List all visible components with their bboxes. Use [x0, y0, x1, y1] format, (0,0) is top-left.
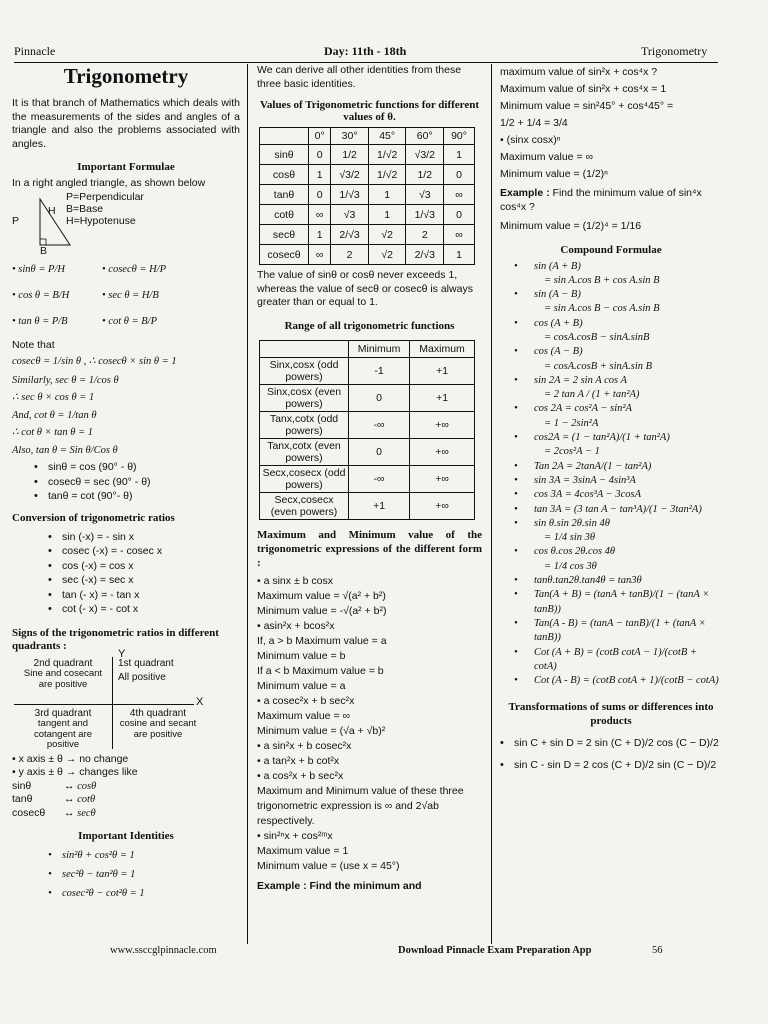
- compound-line: [500, 260, 722, 274]
- identity: • cosec²θ − cot²θ = 1: [62, 884, 240, 903]
- compound-formula: Cot (A - B) = (cotB cotA + 1)/(cotB − cotA): [534, 675, 719, 687]
- bullet: •: [514, 503, 518, 515]
- compound-line: [500, 503, 722, 517]
- compound-line: [500, 588, 722, 617]
- compound-line: [500, 545, 722, 559]
- quadrant-1: [118, 659, 198, 684]
- table-cell: √2: [368, 225, 406, 245]
- compound-line: [500, 531, 722, 545]
- note-line: Similarly, sec θ = 1/cos θ: [12, 375, 119, 386]
- table-cell: +∞: [410, 438, 475, 465]
- compound-line: [500, 474, 722, 488]
- table-cell: √2: [368, 245, 406, 265]
- maxmin-line: • a cos²x + b sec²x: [257, 769, 344, 782]
- compound-formula: cos (A + B): [534, 317, 583, 329]
- compound-line: [500, 417, 722, 431]
- formula-cosec: • cosecθ = H/P: [102, 263, 167, 275]
- compound-line: [500, 445, 722, 459]
- bullet: •: [514, 517, 518, 529]
- note-line: cosecθ = 1/sin θ , ∴ cosecθ × sin θ = 1: [12, 356, 177, 367]
- table-header-cell: 30°: [331, 128, 369, 145]
- compound-line: [500, 488, 722, 502]
- axis-change-y: • y axis ± θ → changes like: [12, 766, 138, 778]
- table-cell: cosecθ: [260, 245, 309, 265]
- table-cell: 1/√3: [331, 185, 369, 205]
- table-cell: √3/2: [331, 165, 369, 185]
- maxmin-line: If a < b Maximum value = b: [257, 664, 384, 677]
- swap-from: cosecθ: [12, 806, 46, 819]
- maxmin-line: Minimum value = a: [257, 679, 346, 692]
- table-cell: secθ: [260, 225, 309, 245]
- quadrant-chart: [12, 647, 240, 753]
- example-text: Example : Find the minimum and: [257, 879, 422, 892]
- compound-formula: = sin A.cos B − cos A.sin B: [544, 303, 660, 315]
- table-row: [260, 465, 475, 492]
- maxmin-lines: [257, 574, 482, 874]
- table-cell: 2: [406, 225, 444, 245]
- table-cell: Sinx,cosx (even powers): [260, 384, 349, 411]
- table-cell: 1/√2: [368, 165, 406, 185]
- compound-formula: = 2cos²A − 1: [544, 446, 600, 458]
- table-cell: +∞: [410, 465, 475, 492]
- quadrant-2: [22, 659, 104, 691]
- top-line: 1/2 + 1/4 = 3/4: [500, 117, 568, 129]
- list-item: • sinθ = cos (90° - θ): [48, 460, 240, 475]
- x-axis-label: X: [196, 695, 204, 708]
- legend-perpendicular: P=Perpendicular: [66, 190, 144, 203]
- footer-app-text: Download Pinnacle Exam Preparation App: [398, 945, 592, 956]
- top-line: Minimum value = (1/2)ⁿ: [500, 168, 608, 180]
- maxmin-line: • a tan²x + b cot²x: [257, 754, 340, 767]
- swap-to: ↔ cotθ: [64, 794, 96, 805]
- table-cell: 0: [309, 185, 331, 205]
- compound-line: [500, 517, 722, 531]
- table-cell: 0: [349, 384, 410, 411]
- quadrant-4: [118, 709, 198, 741]
- header-rule: [14, 62, 718, 63]
- bullet: •: [514, 575, 518, 587]
- label-h: H: [48, 204, 56, 217]
- compound-formula: = 2 tan A / (1 + tan²A): [544, 389, 640, 401]
- compound-formula: tanθ.tan2θ.tan4θ = tan3θ: [534, 575, 642, 587]
- swap-to: ↔ cosθ: [64, 780, 97, 792]
- compound-line: [500, 302, 722, 316]
- maxmin-line: Maximum and Minimum value of these three trigonometric expression is ∞ and 2√ab respectively.: [257, 784, 464, 827]
- table-cell: 1/2: [331, 145, 369, 165]
- table-cell: 1: [309, 165, 331, 185]
- bullet: •: [514, 317, 518, 329]
- table-cell: 1/√2: [368, 145, 406, 165]
- table-cell: -∞: [349, 411, 410, 438]
- quadrant-3: [22, 709, 104, 751]
- table-header-cell: Maximum: [410, 340, 475, 357]
- page-title: Trigonometry: [63, 64, 189, 88]
- table-cell: 1: [309, 225, 331, 245]
- signs-heading: Signs of the trigonometric ratios in different quadrants :: [12, 626, 219, 652]
- maxmin-line: • a cosec²x + b sec²x: [257, 694, 355, 707]
- list-item: • cosecθ = sec (90° - θ): [48, 475, 240, 490]
- table-row: [260, 205, 475, 225]
- table-row: [260, 185, 475, 205]
- table-cell: √3: [331, 205, 369, 225]
- compound-formula: tan 3A = (3 tan A − tan³A)/(1 − 3tan²A): [534, 503, 702, 515]
- top-line: Maximum value = ∞: [500, 151, 593, 163]
- table-cell: cotθ: [260, 205, 309, 225]
- header-right: Trigonometry: [641, 44, 708, 58]
- column-divider-1: [247, 64, 248, 944]
- identity: • sec²θ − tan²θ = 1: [62, 865, 240, 884]
- list-item: • cos (-x) = cos x: [62, 559, 240, 574]
- top-lines: [500, 64, 722, 183]
- table-header-cell: [260, 128, 309, 145]
- note-line: ∴ cot θ × tan θ = 1: [12, 427, 94, 438]
- table-header-cell: 90°: [444, 128, 475, 145]
- swap-from: sinθ: [12, 779, 32, 792]
- values-table: [259, 127, 475, 265]
- maxmin-line: If, a > b Maximum value = a: [257, 634, 387, 647]
- table-cell: Secx,cosecx (odd powers): [260, 465, 349, 492]
- swap-to: ↔ secθ: [64, 807, 96, 819]
- bullet: •: [514, 617, 518, 629]
- example-question: Find the minimum value of sin⁴x cos⁴x ?: [500, 187, 702, 213]
- table-cell: +1: [410, 357, 475, 384]
- compound-line: [500, 331, 722, 345]
- triangle-text: In a right angled triangle, as shown below: [12, 177, 206, 189]
- table-cell: -1: [349, 357, 410, 384]
- complement-list: [12, 460, 240, 504]
- range-table: [259, 340, 475, 520]
- compound-formula: Tan 2A = 2tanA/(1 − tan²A): [534, 460, 652, 472]
- table-row: [260, 145, 475, 165]
- table-cell: +1: [349, 492, 410, 519]
- legend-base: B=Base: [66, 202, 104, 215]
- compound-formula: sin 3A = 3sinA − 4sin³A: [534, 474, 636, 486]
- maxmin-line: Maximum value = ∞: [257, 709, 350, 722]
- table-cell: ∞: [444, 225, 475, 245]
- note-line: ∴ sec θ × cos θ = 1: [12, 392, 95, 403]
- table-cell: 1: [444, 245, 475, 265]
- swap-table: [12, 780, 240, 821]
- list-item: • cosec (-x) = - cosec x: [62, 544, 240, 559]
- compound-formula: cos (A − B): [534, 346, 583, 358]
- compound-formula: sin θ.sin 2θ.sin 4θ: [534, 517, 610, 529]
- bullet: •: [514, 646, 518, 658]
- list-item: • sin (-x) = - sin x: [62, 530, 240, 545]
- table-cell: √3: [406, 185, 444, 205]
- table-cell: +1: [410, 384, 475, 411]
- formula-sin: • sinθ = P/H: [12, 263, 65, 275]
- top-line: Maximum value of sin²x + cos⁴x = 1: [500, 83, 667, 95]
- table-header-cell: 0°: [309, 128, 331, 145]
- compound-line: [500, 431, 722, 445]
- list-item: • cot (- x) = - cot x: [62, 602, 240, 617]
- intro-text: It is that branch of Mathematics which deals with the measurements of the sides and angles of a triangle and also the problems associated with angles.: [12, 97, 240, 150]
- quadrant-4-title: 4th quadrant: [129, 707, 187, 719]
- table-cell: 0: [309, 145, 331, 165]
- top-line: Minimum value = sin²45° + cos⁴45° =: [500, 100, 674, 112]
- table-cell: -∞: [349, 465, 410, 492]
- list-item: • tanθ = cot (90°- θ): [48, 489, 240, 504]
- important-formulae-heading: Important Formulae: [77, 161, 175, 173]
- example-answer: Minimum value = (1/2)⁴ = 1/16: [500, 220, 642, 232]
- label-b: B: [40, 244, 48, 257]
- table-cell: +∞: [410, 492, 475, 519]
- transform-item: • sin C - sin D = 2 cos (C + D)/2 sin (C − D)/2: [514, 754, 722, 776]
- table-row: [260, 411, 475, 438]
- table-header-cell: 45°: [368, 128, 406, 145]
- quadrant-2-title: 2nd quadrant: [33, 657, 93, 669]
- bullet: •: [514, 474, 518, 486]
- bullet: •: [514, 403, 518, 415]
- table-cell: ∞: [444, 185, 475, 205]
- table-cell: 1: [368, 185, 406, 205]
- table-row: [260, 492, 475, 519]
- formula-tan: • tan θ = P/B: [12, 315, 68, 327]
- transform-item: • sin C + sin D = 2 sin (C + D)/2 cos (C − D)/2: [514, 732, 722, 754]
- maxmin-line: Maximum value = √(a² + b²): [257, 589, 386, 602]
- compound-line: [500, 402, 722, 416]
- column-1: [12, 64, 240, 903]
- table-cell: 0: [349, 438, 410, 465]
- column-divider-2: [491, 64, 492, 944]
- derive-text: We can derive all other identities from these three basic identities.: [257, 64, 462, 90]
- compound-formula: cos 3A = 4cos³A − 3cosA: [534, 489, 642, 501]
- table-header-cell: Minimum: [349, 340, 410, 357]
- conversion-heading: Conversion of trigonometric ratios: [12, 511, 175, 524]
- formula-cot: • cot θ = B/P: [102, 315, 157, 327]
- compound-formula: = cosA.cosB − sinA.sinB: [544, 331, 650, 343]
- maxmin-heading: Maximum and Minimum value of the trigonometric expressions of the different form :: [257, 528, 482, 569]
- y-axis-label: Y: [118, 647, 126, 660]
- transform-heading: Transformations of sums or differences into products: [508, 701, 714, 728]
- transform-list: [500, 732, 722, 776]
- compound-line: [500, 360, 722, 374]
- compound-line: [500, 317, 722, 331]
- values-heading: Values of Trigonometric functions for different values of θ.: [259, 99, 480, 123]
- compound-line: [500, 617, 722, 646]
- bullet: •: [514, 432, 518, 444]
- axis-change-x: • x axis ± θ → no change: [12, 752, 129, 765]
- formula-cos: • cos θ = B/H: [12, 289, 70, 301]
- quadrant-1-title: 1st quadrant: [118, 657, 174, 669]
- table-row: [260, 384, 475, 411]
- compound-formula: = 1/4 cos 3θ: [544, 560, 597, 572]
- maxmin-line: • sin²ⁿx + cos²ᵐx: [257, 829, 333, 842]
- top-line: • (sinx cosx)ⁿ: [500, 134, 561, 146]
- table-cell: tanθ: [260, 185, 309, 205]
- quadrant-1-sign: All positive: [118, 672, 166, 683]
- compound-line: [500, 674, 722, 688]
- range-heading: Range of all trigonometric functions: [284, 319, 455, 332]
- bullet: •: [514, 489, 518, 501]
- top-line: maximum value of sin²x + cos⁴x ?: [500, 66, 658, 78]
- note-line: And, cot θ = 1/tan θ: [12, 410, 97, 421]
- bullet: •: [514, 260, 518, 272]
- compound-formula: sin (A − B): [534, 289, 581, 301]
- table-row: [260, 165, 475, 185]
- table-header-cell: [260, 340, 349, 357]
- compound-formula: Cot (A + B) = (cotB cotA − 1)/(cotB + cotA): [534, 646, 697, 672]
- list-item: • tan (- x) = - tan x: [62, 588, 240, 603]
- compound-formula: Tan(A - B) = (tanA − tanB)/(1 + (tanA × tanB)): [534, 617, 706, 644]
- bullet: •: [514, 589, 518, 601]
- compound-formula: Tan(A + B) = (tanA + tanB)/(1 − (tanA × tanB)): [534, 589, 710, 615]
- table-cell: ∞: [309, 245, 331, 265]
- y-axis: [112, 657, 113, 749]
- maxmin-line: • asin²x + bcos²x: [257, 619, 335, 632]
- column-3: [500, 64, 722, 776]
- maxmin-line: Maximum value = 1: [257, 844, 349, 857]
- table-cell: 2/√3: [406, 245, 444, 265]
- table-cell: Tanx,cotx (odd powers): [260, 411, 349, 438]
- label-p: P: [12, 214, 20, 227]
- compound-heading: Compound Formulae: [560, 243, 662, 256]
- table-header-cell: 60°: [406, 128, 444, 145]
- table-row: [260, 245, 475, 265]
- bullet: •: [514, 346, 518, 358]
- bullet: •: [514, 289, 518, 301]
- compound-line: [500, 560, 722, 574]
- bullet: •: [514, 374, 518, 386]
- swap-from: tanθ: [12, 793, 33, 805]
- table-cell: Sinx,cosx (odd powers): [260, 357, 349, 384]
- conversion-list: [12, 530, 240, 617]
- table-cell: sinθ: [260, 145, 309, 165]
- table-cell: 1/√3: [406, 205, 444, 225]
- table-cell: Secx,cosecx (even powers): [260, 492, 349, 519]
- notes-block: [12, 352, 240, 460]
- quadrant-3-sign: tangent and cotangent are positive: [33, 718, 93, 750]
- maxmin-line: Minimum value = (√a + √b)²: [257, 724, 386, 737]
- table-cell: √3/2: [406, 145, 444, 165]
- compound-line: [500, 345, 722, 359]
- x-axis: [14, 704, 194, 705]
- compound-line: [500, 288, 722, 302]
- quadrant-3-title: 3rd quadrant: [34, 707, 92, 719]
- note-that: Note that: [12, 338, 55, 351]
- table-cell: Tanx,cotx (even powers): [260, 438, 349, 465]
- bullet: •: [514, 546, 518, 558]
- identity: • sin²θ + cos²θ = 1: [62, 846, 240, 865]
- compound-formula: = 1/4 sin 3θ: [544, 532, 596, 544]
- note-line: Also, tan θ = Sin θ/Cos θ: [12, 445, 118, 456]
- table-row: [260, 438, 475, 465]
- quadrant-4-sign: cosine and secant are positive: [119, 718, 197, 740]
- identities-heading: Important Identities: [78, 830, 174, 842]
- compound-formula: cos2A = (1 − tan²A)/(1 + tan²A): [534, 432, 670, 444]
- compound-line: [500, 574, 722, 588]
- table-cell: 0: [444, 205, 475, 225]
- maxmin-line: • a sinx ± b cosx: [257, 574, 333, 587]
- ratio-formulas: [12, 261, 240, 339]
- triangle-figure: [12, 190, 240, 257]
- maxmin-line: Minimum value = -√(a² + b²): [257, 604, 387, 617]
- table-cell: 1/2: [406, 165, 444, 185]
- table-cell: 1: [368, 205, 406, 225]
- bullet: •: [514, 675, 518, 687]
- compound-formula: = sin A.cos B + cos A.sin B: [544, 274, 660, 286]
- table-cell: 0: [444, 165, 475, 185]
- formula-sec: • sec θ = H/B: [102, 289, 159, 301]
- example-label: Example :: [500, 187, 550, 199]
- compound-formula: = cosA.cosB + sinA.sin B: [544, 360, 653, 372]
- compound-formula: cos 2A = cos²A − sin²A: [534, 403, 632, 415]
- table-row: [260, 225, 475, 245]
- table-cell: 2: [331, 245, 369, 265]
- never-exceeds-text: The value of sinθ or cosθ never exceeds 1, whereas the value of secθ or cosecθ is always greater than or equal to 1.: [257, 269, 473, 308]
- maxmin-line: • a sin²x + b cosec²x: [257, 739, 352, 752]
- table-cell: 1: [444, 145, 475, 165]
- table-cell: cosθ: [260, 165, 309, 185]
- bullet: •: [514, 460, 518, 472]
- maxmin-line: Minimum value = (use x = 45°): [257, 859, 400, 872]
- header-left: Pinnacle: [14, 44, 56, 58]
- compound-formula: sin 2A = 2 sin A cos A: [534, 374, 627, 386]
- maxmin-line: Minimum value = b: [257, 649, 346, 662]
- column-2: [257, 64, 482, 893]
- quadrant-2-sign: Sine and cosecant are positive: [23, 668, 103, 690]
- compound-line: [500, 646, 722, 675]
- compound-formula: cos θ.cos 2θ.cos 4θ: [534, 546, 616, 558]
- header-center: Day: 11th - 18th: [324, 44, 407, 58]
- footer-website[interactable]: www.ssccglpinnacle.com: [110, 945, 217, 956]
- legend-hypotenuse: H=Hypotenuse: [66, 214, 136, 227]
- identities-list: [12, 846, 240, 903]
- compound-line: [500, 374, 722, 388]
- page-number: 56: [652, 945, 663, 956]
- table-row: [260, 357, 475, 384]
- list-item: • sec (-x) = sec x: [62, 573, 240, 588]
- table-cell: ∞: [309, 205, 331, 225]
- compound-formula: sin (A + B): [534, 260, 581, 272]
- compound-list: [500, 260, 722, 689]
- compound-line: [500, 388, 722, 402]
- table-cell: 2/√3: [331, 225, 369, 245]
- compound-line: [500, 274, 722, 288]
- compound-line: [500, 460, 722, 474]
- compound-formula: = 1 − 2sin²A: [544, 417, 599, 429]
- table-cell: +∞: [410, 411, 475, 438]
